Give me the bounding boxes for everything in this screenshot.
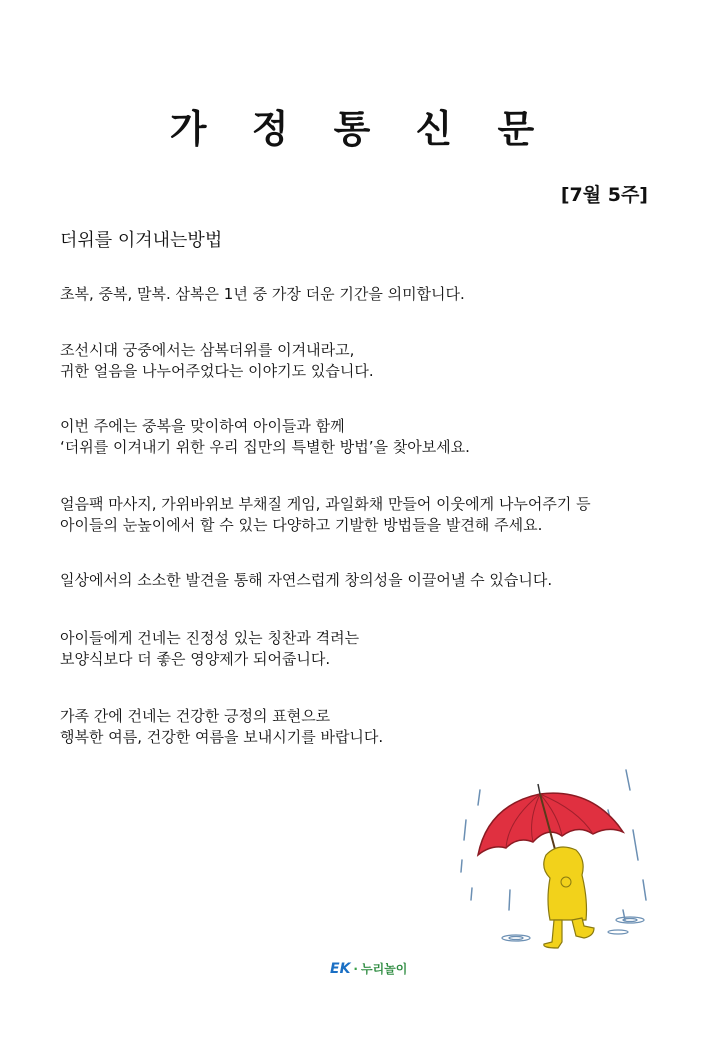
paragraph-6 — [60, 628, 660, 670]
brand-logo — [330, 960, 407, 977]
paragraph-line: 가족 간에 건네는 건강한 긍정의 표현으로 — [60, 707, 331, 725]
paragraph-line: 아이들의 눈높이에서 할 수 있는 다양하고 기발한 방법들을 발견해 주세요. — [60, 516, 543, 534]
umbrella-child-illustration — [458, 760, 658, 960]
paragraph-5 — [60, 570, 660, 591]
paragraph-line: 초복, 중복, 말복. 삼복은 1년 중 가장 더운 기간을 의미합니다. — [60, 285, 465, 303]
page-title: 가 정 통 신 문 — [169, 107, 551, 151]
child-raincoat-icon — [544, 847, 594, 948]
section-subtitle: 더위를 이겨내는방법 — [60, 230, 223, 251]
paragraph-line: 이번 주에는 중복을 맞이하여 아이들과 함께 — [60, 417, 345, 435]
paragraph-line: 얼음팩 마사지, 가위바위보 부채질 게임, 과일화채 만들어 이웃에게 나누어주기 등 — [60, 495, 591, 513]
paragraph-line: 행복한 여름, 건강한 여름을 보내시기를 바랍니다. — [60, 728, 384, 746]
paragraph-line: 아이들에게 건네는 진정성 있는 칭찬과 격려는 — [60, 629, 360, 647]
paragraph-line: 조선시대 궁중에서는 삼복더위를 이겨내라고, — [60, 341, 355, 359]
paragraph-line: ‘더위를 이겨내기 위한 우리 집만의 특별한 방법’을 찾아보세요. — [60, 438, 470, 456]
paragraph-3 — [60, 416, 660, 458]
logo-name: 누리놀이 — [360, 962, 408, 976]
paragraph-line: 일상에서의 소소한 발견을 통해 자연스럽게 창의성을 이끌어낼 수 있습니다. — [60, 571, 553, 589]
paragraph-1 — [60, 284, 660, 305]
paragraph-line: 귀한 얼음을 나누어주었다는 이야기도 있습니다. — [60, 362, 374, 380]
paragraph-2 — [60, 340, 660, 382]
paragraph-4 — [60, 494, 660, 536]
logo-dot: · — [353, 961, 358, 976]
paragraph-line: 보양식보다 더 좋은 영양제가 되어줍니다. — [60, 650, 331, 668]
logo-ek: EK — [330, 960, 351, 977]
paragraph-7 — [60, 706, 660, 748]
week-label: [7월 5주] — [560, 184, 648, 206]
